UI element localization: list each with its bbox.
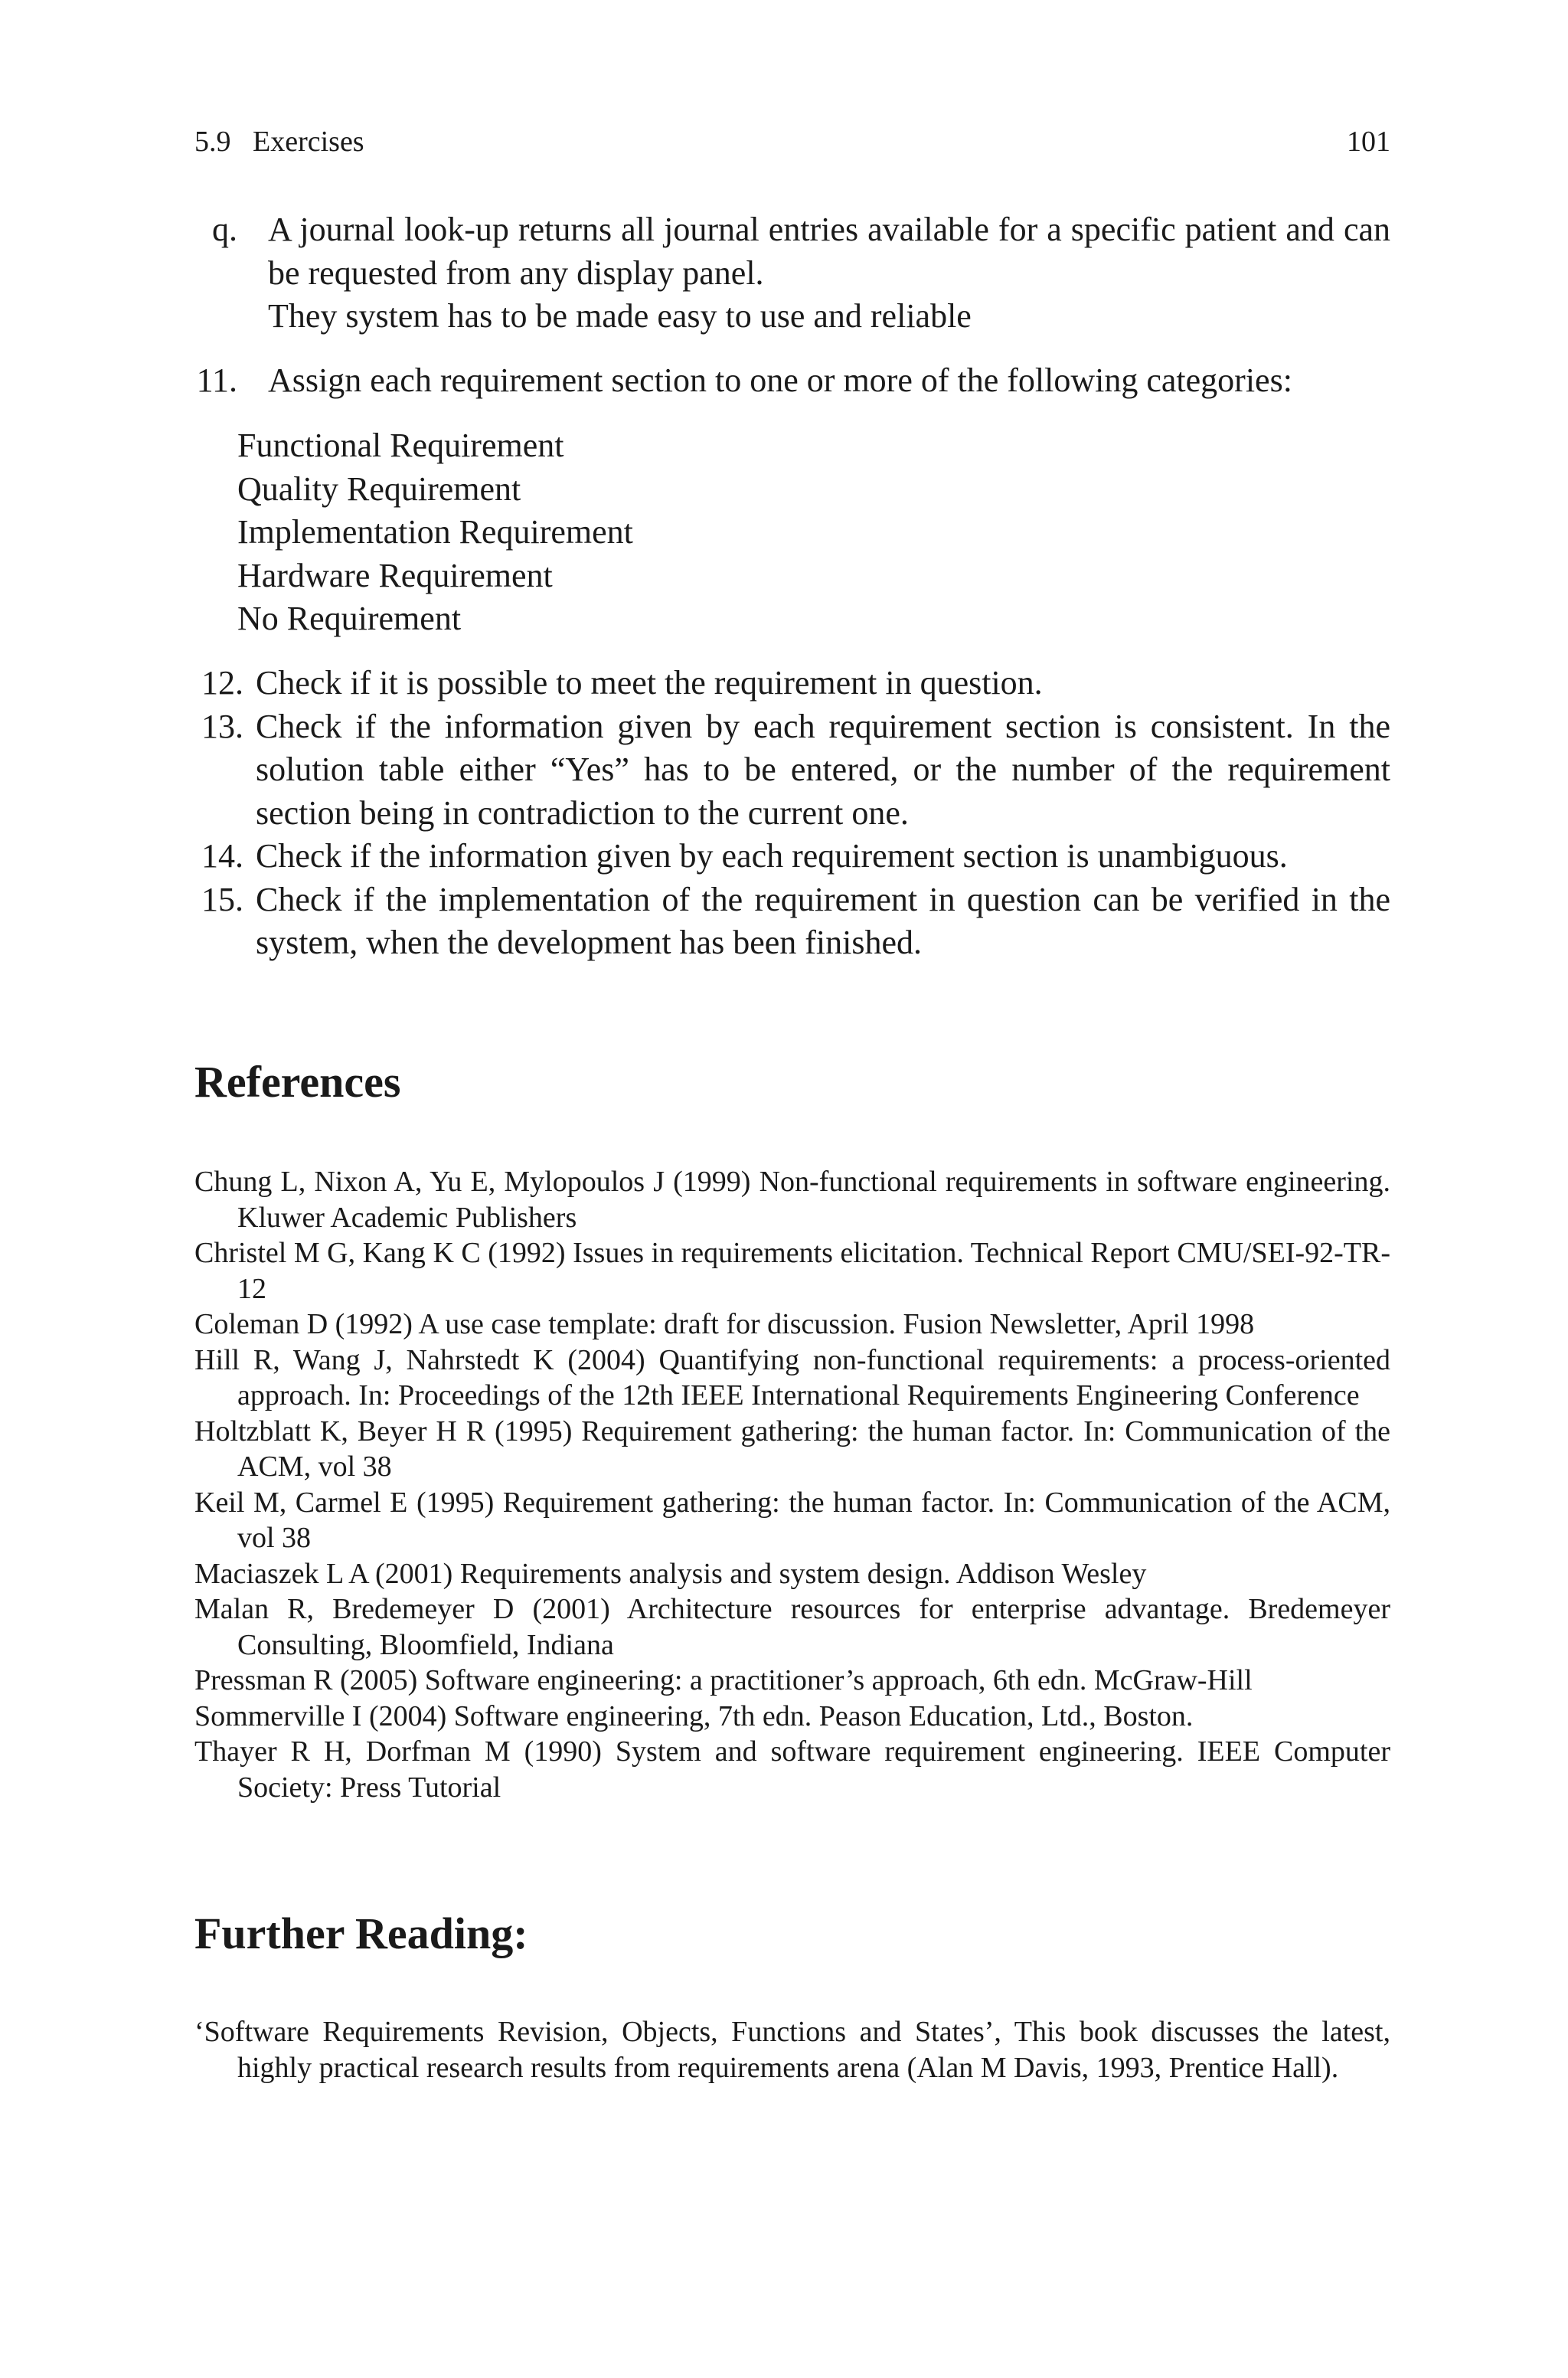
further-reading-list	[194, 2014, 1390, 2085]
item-line: They system has to be made easy to use and reliable	[268, 297, 972, 335]
exercise-item-12	[194, 662, 1390, 705]
reference-entry: Coleman D (1992) A use case template: draft for discussion. Fusion Newsletter, April 1998	[194, 1308, 1255, 1340]
exercise-item-14	[194, 835, 1390, 878]
exercise-item-q	[194, 208, 1390, 339]
item-label: 15.	[201, 880, 243, 918]
section-title: 5.9 Exercises	[194, 126, 364, 158]
exercise-item-11	[194, 359, 1390, 403]
item-text: Check if the information given by each requirement section is consistent. In the solution table either “Yes” has to be entered, or the number of the requirement section being in contradiction to the current one.	[256, 707, 1390, 832]
references-heading: References	[194, 1057, 401, 1107]
item-text: Check if the information given by each requirement section is unambiguous.	[256, 837, 1288, 875]
item-label: 14.	[201, 837, 243, 875]
item-line: A journal look-up returns all journal entries available for a specific patient and can be requested from any display panel.	[268, 211, 1390, 292]
item-text: Assign each requirement section to one or more of the following categories:	[268, 361, 1292, 399]
reference-entry: Maciaszek L A (2001) Requirements analysis and system design. Addison Wesley	[194, 1557, 1147, 1590]
item-text	[268, 208, 1390, 339]
category-item: Quality Requirement	[237, 469, 521, 508]
exercise-item-15	[194, 878, 1390, 965]
reference-entry: Hill R, Wang J, Nahrstedt K (2004) Quantifying non-functional requirements: a process-oriented approach. In: Proceedings of the 12th IEEE International Requirements Engineering Conference	[194, 1343, 1390, 1411]
reference-entry: Malan R, Bredemeyer D (2001) Architecture resources for enterprise advantage. Bredemeyer Consulting, Bloomfield, Indiana	[194, 1593, 1390, 1661]
page-number: 101	[1347, 126, 1390, 158]
category-item: No Requirement	[237, 600, 462, 637]
further-reading-entry: ‘Software Requirements Revision, Objects, Functions and States’, This book discusses the latest, highly practical research results from requirements arena (Alan M Davis, 1993, Prentice Hall).	[194, 2016, 1390, 2084]
item-label: 11.	[196, 361, 237, 399]
reference-entry: Sommerville I (2004) Software engineering, 7th edn. Peason Education, Ltd., Boston.	[194, 1699, 1194, 1732]
reference-entry: Chung L, Nixon A, Yu E, Mylopoulos J (1999) Non-functional requirements in software engineering. Kluwer Academic Publishers	[194, 1166, 1390, 1234]
category-list	[237, 424, 633, 641]
item-text: Check if it is possible to meet the requirement in question.	[256, 664, 1043, 702]
reference-entry: Keil M, Carmel E (1995) Requirement gathering: the human factor. In: Communication of the ACM, vol 38	[194, 1486, 1390, 1554]
exercise-list	[194, 662, 1390, 965]
running-head	[194, 123, 1390, 161]
further-reading-heading: Further Reading:	[194, 1909, 528, 1958]
item-text: Check if the implementation of the requirement in question can be verified in the system, when the development has been finished.	[256, 880, 1390, 961]
item-label: q.	[212, 211, 237, 248]
reference-entry: Christel M G, Kang K C (1992) Issues in requirements elicitation. Technical Report CMU/SEI-92-TR-12	[194, 1237, 1390, 1305]
item-label: 13.	[201, 707, 243, 745]
category-item: Implementation Requirement	[237, 513, 633, 551]
category-item: Functional Requirement	[237, 427, 564, 464]
category-item: Hardware Requirement	[237, 556, 553, 594]
reference-list	[194, 1164, 1390, 1805]
exercise-item-13	[194, 705, 1390, 836]
reference-entry: Thayer R H, Dorfman M (1990) System and software requirement engineering. IEEE Computer Society: Press Tutorial	[194, 1735, 1390, 1804]
reference-entry: Pressman R (2005) Software engineering: a practitioner’s approach, 6th edn. McGraw-Hill	[194, 1664, 1253, 1696]
reference-entry: Holtzblatt K, Beyer H R (1995) Requirement gathering: the human factor. In: Communication of the ACM, vol 38	[194, 1415, 1390, 1483]
item-label: 12.	[201, 664, 243, 702]
